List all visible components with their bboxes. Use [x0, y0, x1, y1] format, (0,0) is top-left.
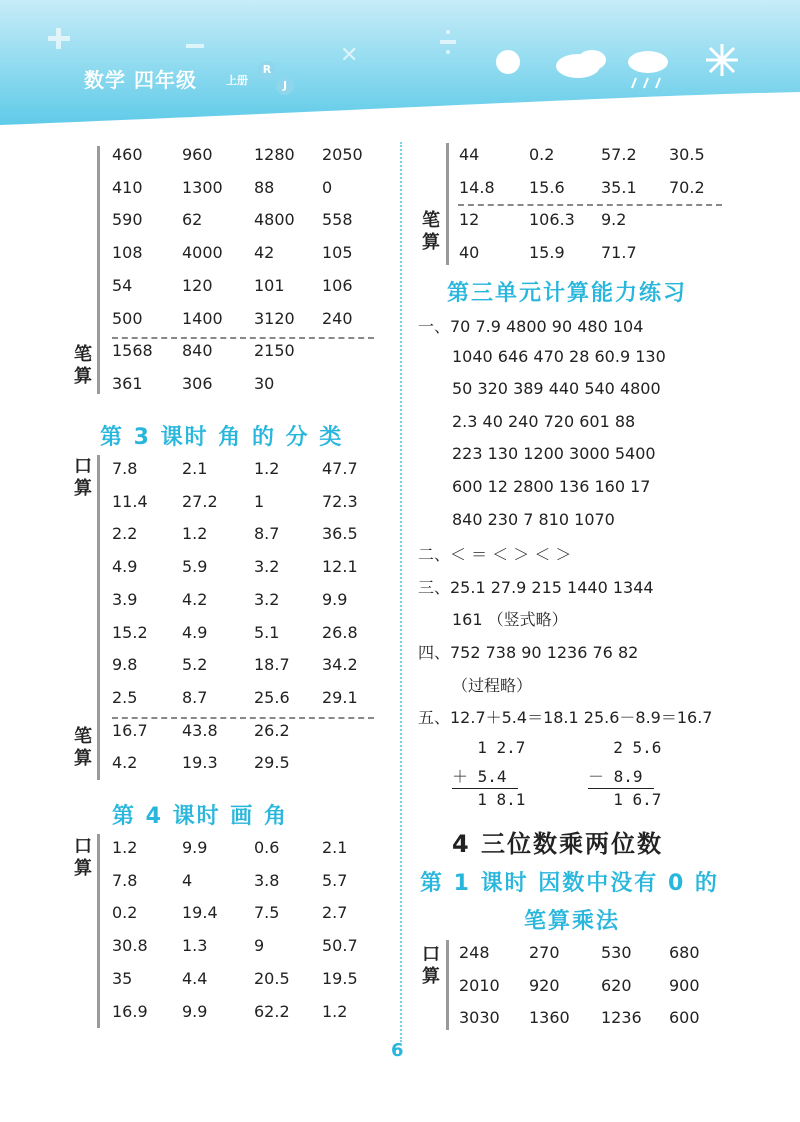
book-volume: 上册: [226, 74, 248, 87]
answer-line: 四、752 738 90 1236 76 82: [418, 643, 639, 662]
answer-cell: 47.7: [322, 459, 358, 478]
publisher-badge-r: R: [258, 61, 276, 79]
answer-line: 600 12 2800 136 160 17: [452, 477, 651, 496]
vertical-addition-result: 1 8.1: [458, 790, 526, 809]
subtraction-rule: [588, 788, 654, 789]
answer-cell: 16.7: [112, 720, 148, 740]
answer-cell: 1280: [254, 145, 295, 164]
answer-line: 五、12.7＋5.4＝18.1 25.6－8.9＝16.7: [418, 708, 713, 728]
written-calc-label: 笔算: [422, 210, 440, 253]
answer-cell: 900: [669, 975, 700, 995]
answer-cell: 62: [182, 210, 203, 230]
mental-calc-label: 口算: [74, 456, 92, 499]
answer-cell: 620: [601, 975, 632, 995]
answer-cell: 9: [254, 936, 265, 956]
answer-cell: 0.2: [529, 145, 555, 164]
answer-cell: 35: [112, 968, 133, 988]
answer-cell: 600: [669, 1008, 700, 1028]
answer-cell: 5.2: [182, 655, 208, 675]
answer-cell: 70.2: [669, 177, 705, 197]
answer-cell: 71.7: [601, 243, 637, 263]
answer-cell: 9.8: [112, 655, 138, 675]
answer-cell: 30: [254, 373, 275, 393]
answer-cell: 29.5: [254, 753, 290, 773]
page-number: 6: [391, 1040, 404, 1061]
answer-cell: 62.2: [254, 1001, 290, 1021]
answer-cell: 960: [182, 145, 213, 164]
vertical-subtraction-result: 1 6.7: [594, 790, 662, 809]
dashed-separator: [458, 204, 722, 206]
answer-cell: 4.2: [112, 753, 138, 773]
answer-cell: 27.2: [182, 491, 218, 511]
answer-line: 223 130 1200 3000 5400: [452, 444, 656, 464]
answer-cell: 108: [112, 243, 143, 263]
column-divider: [400, 142, 402, 1042]
vertical-subtraction-line2: － 8.9: [588, 767, 643, 786]
answer-cell: 44: [459, 145, 480, 164]
vertical-subtraction-line1: 2 5.6: [594, 738, 662, 757]
answer-cell: 88: [254, 177, 275, 197]
answer-cell: 1360: [529, 1008, 570, 1028]
answer-cell: 29.1: [322, 687, 358, 707]
answer-bar: [97, 834, 100, 1028]
answer-cell: 920: [529, 975, 560, 995]
answer-cell: 3030: [459, 1008, 500, 1028]
answer-cell: 410: [112, 177, 143, 197]
answer-cell: 3.2: [254, 589, 280, 609]
answer-bar: [446, 143, 449, 265]
answer-cell: 15.6: [529, 177, 565, 197]
answer-cell: 306: [182, 373, 213, 393]
answer-cell: 54: [112, 275, 133, 295]
answer-cell: 0.6: [254, 838, 280, 857]
answer-line: 50 320 389 440 540 4800: [452, 379, 661, 399]
answer-cell: 4.9: [112, 557, 138, 577]
answer-cell: 50.7: [322, 936, 358, 956]
answer-line: 三、25.1 27.9 215 1440 1344: [418, 577, 654, 597]
answer-cell: 7.8: [112, 459, 138, 478]
answer-cell: 5.7: [322, 870, 348, 890]
answer-cell: 1300: [182, 177, 223, 197]
answer-cell: 5.1: [254, 622, 280, 642]
written-calc-label: 笔算: [74, 344, 92, 387]
answer-cell: 2010: [459, 975, 500, 995]
answer-cell: 3.8: [254, 870, 280, 890]
answer-cell: 3120: [254, 308, 295, 328]
answer-cell: 43.8: [182, 720, 218, 740]
answer-cell: 7.5: [254, 903, 280, 923]
answer-cell: 2.7: [322, 903, 348, 923]
answer-cell: 106.3: [529, 210, 575, 230]
publisher-badge-j: J: [276, 77, 294, 95]
lesson-title: 第 4 课时 画 角: [112, 804, 288, 829]
answer-cell: 15.2: [112, 622, 148, 642]
answer-line: 1040 646 470 28 60.9 130: [452, 346, 666, 366]
answer-line: 840 230 7 810 1070: [452, 509, 615, 529]
answer-cell: 8.7: [182, 687, 208, 707]
lesson-title: 第 3 课时 角 的 分 类: [100, 425, 344, 450]
chapter-title: 4 三位数乘两位数: [452, 830, 664, 858]
answer-cell: 1.2: [182, 524, 208, 544]
answer-cell: 19.5: [322, 968, 358, 988]
answer-cell: 26.8: [322, 622, 358, 642]
svg-text:✕: ✕: [340, 43, 359, 68]
answer-cell: 19.3: [182, 753, 218, 773]
answer-bar: [446, 940, 449, 1030]
answer-cell: 1.2: [254, 459, 280, 478]
answer-cell: 19.4: [182, 903, 218, 923]
answer-cell: 1.2: [322, 1001, 348, 1021]
answer-cell: 9.9: [182, 1001, 208, 1021]
answer-cell: 270: [529, 943, 560, 962]
answer-line: 一、70 7.9 4800 90 480 104: [418, 317, 644, 336]
answer-cell: 35.1: [601, 177, 637, 197]
answer-cell: 1: [254, 491, 265, 511]
answer-cell: 9.9: [182, 838, 208, 857]
page-header: [0, 0, 800, 125]
answer-cell: 8.7: [254, 524, 280, 544]
answer-cell: 1400: [182, 308, 223, 328]
answer-cell: 4800: [254, 210, 295, 230]
answer-cell: 12.1: [322, 557, 358, 577]
addition-rule: [452, 788, 518, 789]
answer-cell: 20.5: [254, 968, 290, 988]
answer-cell: 4.4: [182, 968, 208, 988]
answer-cell: 101: [254, 275, 285, 295]
answer-cell: 18.7: [254, 655, 290, 675]
answer-line: 二、＜ ＝ ＜ ＞ ＜ ＞: [418, 545, 572, 565]
dashed-separator: [112, 337, 374, 339]
answer-line: 2.3 40 240 720 601 88: [452, 411, 636, 431]
answer-cell: 4: [182, 870, 193, 890]
answer-cell: 2.5: [112, 687, 138, 707]
answer-cell: 4.2: [182, 589, 208, 609]
vertical-addition-line2: ＋ 5.4: [452, 767, 507, 786]
answer-cell: 2150: [254, 341, 295, 361]
answer-cell: 12: [459, 210, 480, 230]
answer-bar: [97, 455, 100, 780]
answer-cell: 4.9: [182, 622, 208, 642]
dashed-separator: [112, 717, 374, 719]
answer-cell: 36.5: [322, 524, 358, 544]
answer-cell: 15.9: [529, 243, 565, 263]
answer-cell: 0: [322, 177, 333, 197]
answer-bar: [97, 146, 100, 394]
answer-cell: 460: [112, 145, 143, 164]
answer-cell: 530: [601, 943, 632, 962]
answer-cell: 840: [182, 341, 213, 361]
answer-cell: 0.2: [112, 903, 138, 923]
answer-cell: 9.2: [601, 210, 627, 230]
answer-cell: 1568: [112, 341, 153, 361]
answer-cell: 361: [112, 373, 143, 393]
answer-cell: 120: [182, 275, 213, 295]
answer-cell: 26.2: [254, 720, 290, 740]
answer-cell: 72.3: [322, 491, 358, 511]
header-background: [0, 0, 800, 125]
mental-calc-label: 口算: [74, 836, 92, 879]
answer-cell: 5.9: [182, 557, 208, 577]
answer-cell: 2050: [322, 145, 363, 164]
answer-cell: 57.2: [601, 145, 637, 164]
answer-cell: 3.2: [254, 557, 280, 577]
answer-cell: 30.5: [669, 145, 705, 164]
answer-cell: 1.2: [112, 838, 138, 857]
answer-cell: 34.2: [322, 655, 358, 675]
answer-cell: 2.1: [182, 459, 208, 478]
answer-cell: 25.6: [254, 687, 290, 707]
answer-cell: 30.8: [112, 936, 148, 956]
written-calc-label: 笔算: [74, 726, 92, 769]
answer-cell: 248: [459, 943, 490, 962]
book-title: 数学 四年级: [84, 68, 197, 92]
answer-cell: 558: [322, 210, 353, 230]
answer-cell: 9.9: [322, 589, 348, 609]
answer-cell: 680: [669, 943, 700, 962]
answer-cell: 42: [254, 243, 275, 263]
answer-cell: 40: [459, 243, 480, 263]
answer-cell: 2.2: [112, 524, 138, 544]
vertical-addition-line1: 1 2.7: [458, 738, 526, 757]
answer-cell: 3.9: [112, 589, 138, 609]
unit-practice-title: 第三单元计算能力练习: [447, 281, 688, 306]
answer-line: （过程略）: [452, 675, 533, 695]
answer-cell: 16.9: [112, 1001, 148, 1021]
answer-cell: 590: [112, 210, 143, 230]
lesson-title-continued: 笔算乘法: [524, 909, 621, 934]
answer-cell: 1.3: [182, 936, 208, 956]
answer-cell: 4000: [182, 243, 223, 263]
answer-cell: 11.4: [112, 491, 148, 511]
answer-cell: 105: [322, 243, 353, 263]
lesson-title: 第 1 课时 因数中没有 0 的: [420, 871, 719, 896]
answer-cell: 14.8: [459, 177, 495, 197]
answer-cell: 500: [112, 308, 143, 328]
mental-calc-label: 口算: [422, 944, 440, 987]
answer-cell: 106: [322, 275, 353, 295]
answer-cell: 2.1: [322, 838, 348, 857]
answer-cell: 1236: [601, 1008, 642, 1028]
answer-cell: 240: [322, 308, 353, 328]
answer-line: 161 （竖式略）: [452, 610, 568, 630]
answer-cell: 7.8: [112, 870, 138, 890]
